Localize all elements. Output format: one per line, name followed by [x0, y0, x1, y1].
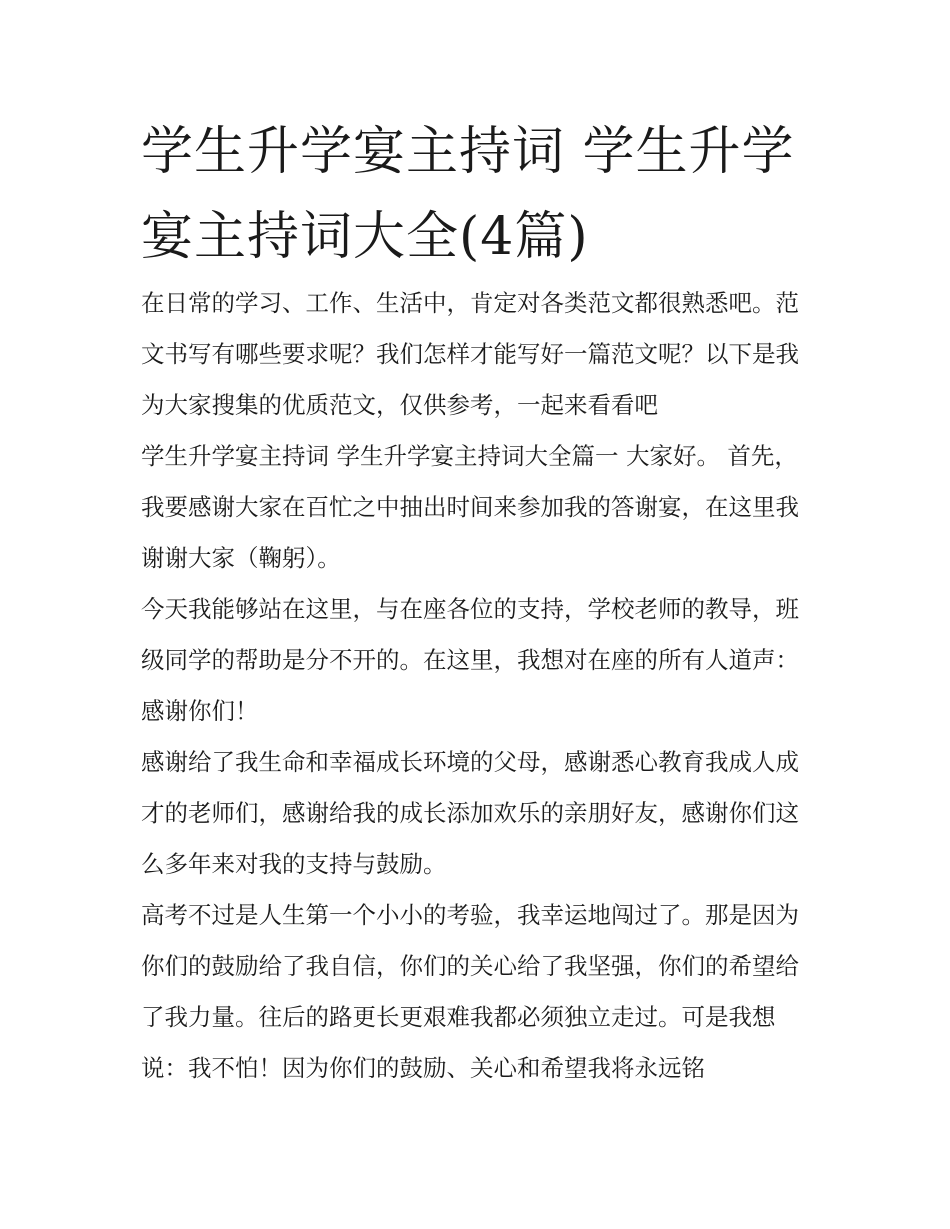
- paragraph: 今天我能够站在这里，与在座各位的支持，学校老师的教导，班级同学的帮助是分不开的。在这里，我想对在座的所有人道声：感谢你们！: [141, 595, 799, 725]
- paragraph: 学生升学宴主持词 学生升学宴主持词大全篇一 大家好。 首先，我要感谢大家在百忙之中抽出时间来参加我的答谢宴，在这里我谢谢大家（鞠躬）。: [141, 442, 799, 572]
- paragraph: 在日常的学习、工作、生活中，肯定对各类范文都很熟悉吧。范文书写有哪些要求呢？我们怎样才能写好一篇范文呢？以下是我为大家搜集的优质范文，仅供参考，一起来看看吧: [141, 289, 799, 419]
- document-title: 学生升学宴主持词 学生升学宴主持词大全(4篇): [141, 122, 795, 267]
- paragraph: 感谢给了我生命和幸福成长环境的父母，感谢悉心教育我成人成才的老师们，感谢给我的成长添加欢乐的亲朋好友，感谢你们这么多年来对我的支持与鼓励。: [141, 748, 799, 878]
- paragraph: 高考不过是人生第一个小小的考验，我幸运地闯过了。那是因为你们的鼓励给了我自信，你们的关心给了我坚强，你们的希望给了我力量。往后的路更长更艰难我都必须独立走过。可是我想说：我不怕！因为你们的鼓励、关心和希望我将永远铭: [141, 901, 799, 1082]
- document-body: [141, 278, 813, 1094]
